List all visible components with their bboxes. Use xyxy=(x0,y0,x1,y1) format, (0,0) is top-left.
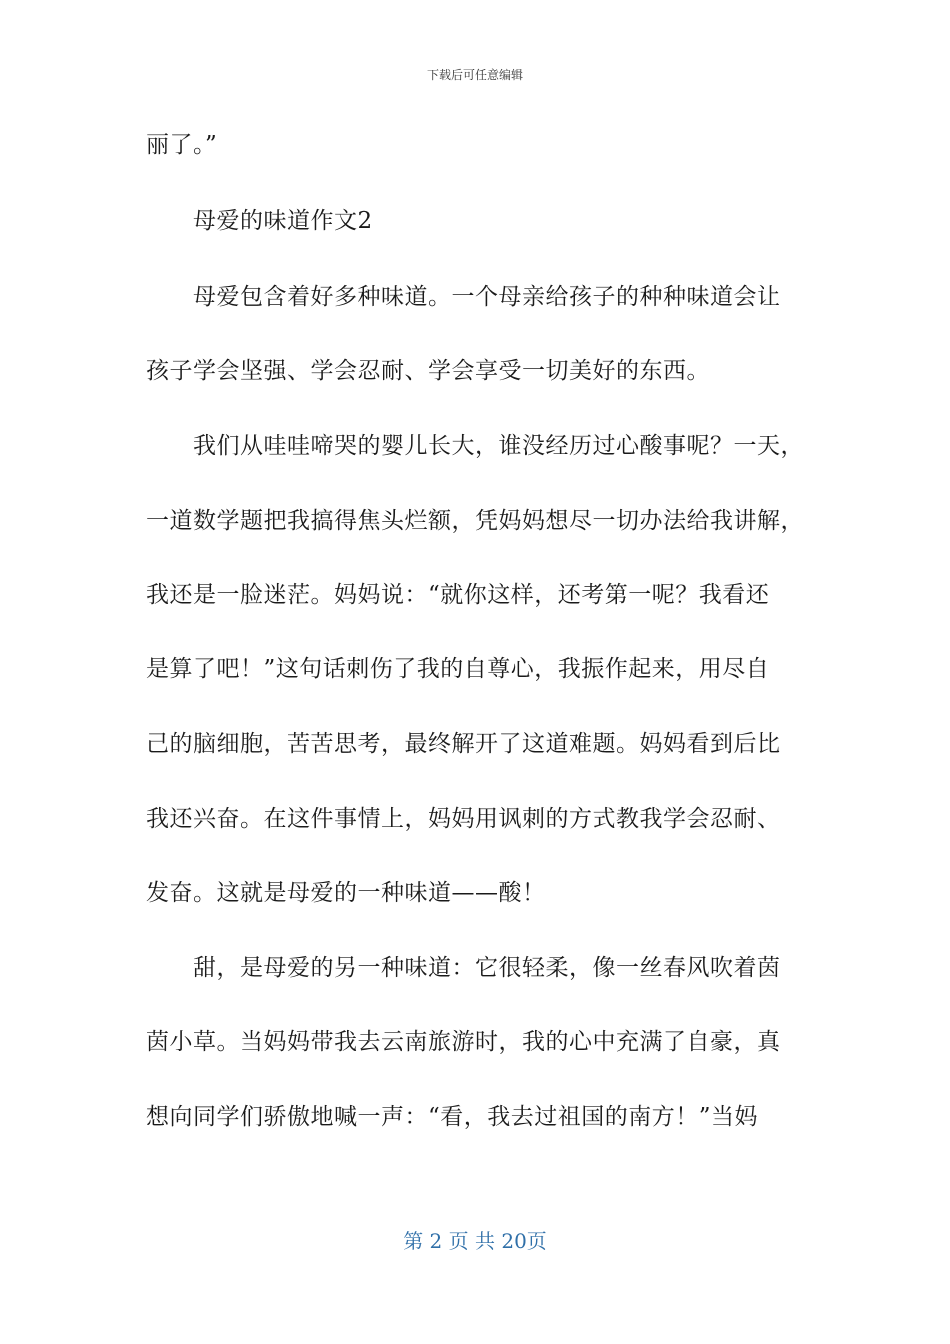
body-line: 我还是一脸迷茫。妈妈说：“就你这样，还考第一呢？我看还 xyxy=(146,582,770,608)
body-line: 一道数学题把我搞得焦头烂额，凭妈妈想尽一切办法给我讲解， xyxy=(146,508,804,534)
page-header-note: 下载后可任意编辑 xyxy=(426,68,523,82)
page-number: 第 2 页 共 20页 xyxy=(403,1229,547,1253)
body-line: 孩子学会坚强、学会忍耐、学会享受一切美好的东西。 xyxy=(146,358,710,384)
body-line: 发奋。这就是母爱的一种味道——酸！ xyxy=(146,880,546,906)
body-line: 我还兴奋。在这件事情上，妈妈用讽刺的方式教我学会忍耐、 xyxy=(146,806,781,832)
body-line: 我们从哇哇啼哭的婴儿长大，谁没经历过心酸事呢？一天， xyxy=(193,433,804,459)
body-line: 是算了吧！”这句话刺伤了我的自尊心，我振作起来，用尽自 xyxy=(146,656,770,682)
body-line: 想向同学们骄傲地喊一声：“看，我去过祖国的南方！”当妈 xyxy=(146,1104,759,1130)
essay-title: 母爱的味道作文2 xyxy=(193,208,373,234)
body-line: 母爱包含着好多种味道。一个母亲给孩子的种种味道会让 xyxy=(193,284,781,310)
body-line: 甜，是母爱的另一种味道：它很轻柔，像一丝春风吹着茵 xyxy=(193,955,781,981)
body-line: 己的脑细胞，苦苦思考，最终解开了这道难题。妈妈看到后比 xyxy=(146,731,781,757)
body-line: 茵小草。当妈妈带我去云南旅游时，我的心中充满了自豪，真 xyxy=(146,1029,781,1055)
body-line: 丽了。” xyxy=(146,132,218,158)
